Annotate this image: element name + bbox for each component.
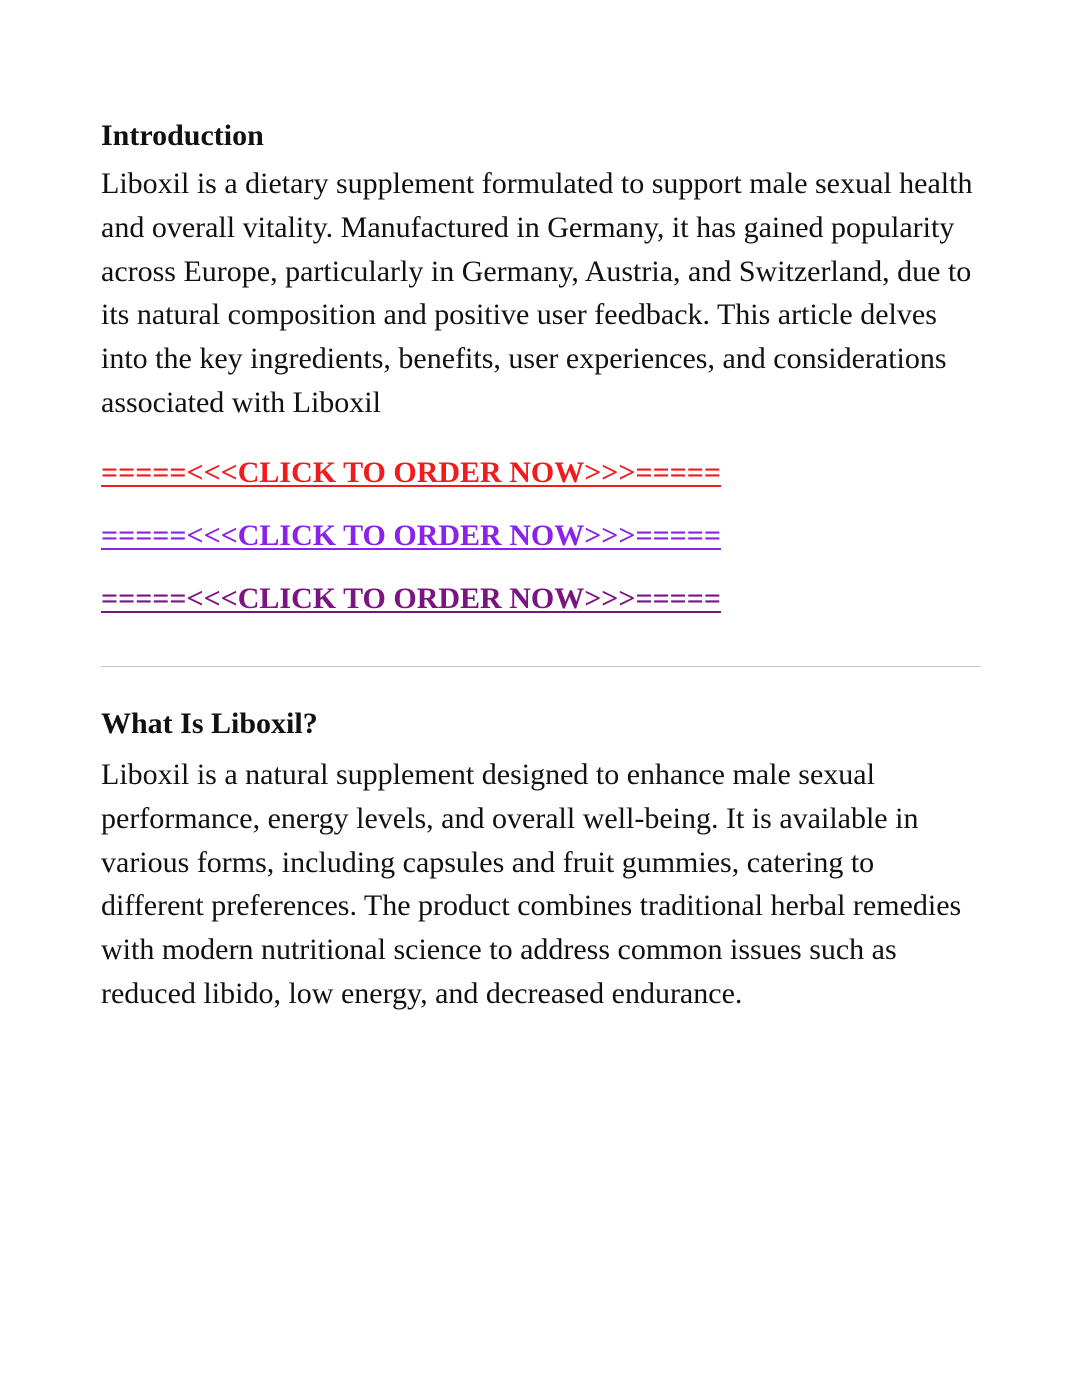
section-heading-what-is-liboxil: What Is Liboxil? xyxy=(101,707,318,740)
order-now-link-3[interactable]: =====<<<CLICK TO ORDER NOW>>>===== xyxy=(101,582,721,615)
section-body-introduction: Liboxil is a dietary supplement formulated to support male sexual health and overall vitality. Manufactured in Germany, it has gained popularity across Europe, particularly in Germany, Austria, and Switzerland, due to its natural composition and positive user feedback. This article delves into the key ingredients, benefits, user experiences, and considerations associated with Liboxil xyxy=(101,167,973,419)
section-heading-introduction: Introduction xyxy=(101,119,264,152)
order-now-link-2[interactable]: =====<<<CLICK TO ORDER NOW>>>===== xyxy=(101,519,721,552)
section-divider xyxy=(101,666,981,667)
order-now-link-1[interactable]: =====<<<CLICK TO ORDER NOW>>>===== xyxy=(101,456,721,489)
section-body-what-is-liboxil: Liboxil is a natural supplement designed to enhance male sexual performance, energy levels, and overall well-being. It is available in various forms, including capsules and fruit gummies, catering to different preferences. The product combines traditional herbal remedies with modern nutritional science to address common issues such as reduced libido, low energy, and decreased endurance. xyxy=(101,758,962,1010)
